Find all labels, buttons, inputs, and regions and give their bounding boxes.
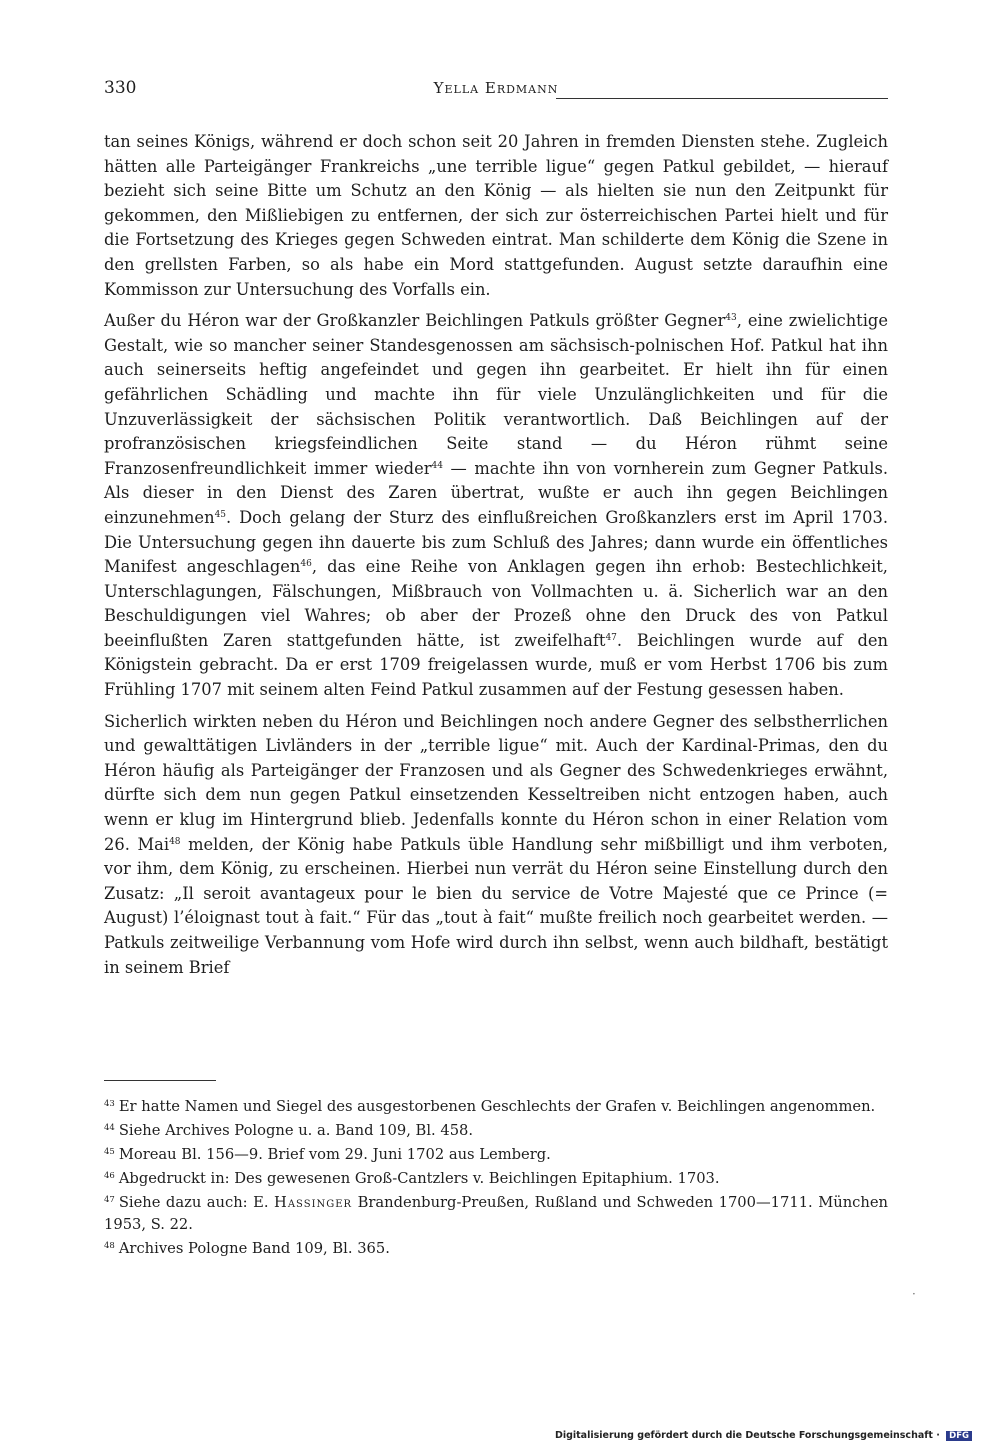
- page-number: 330: [104, 78, 137, 98]
- footnote: [104, 1096, 888, 1118]
- text-run: Brandenburg-Preußen, Rußland und Schweden 1700—1711. München 1953, S. 22.: [104, 1194, 889, 1233]
- paragraph: [104, 710, 888, 981]
- credit-text: Digitalisierung gefördert durch die Deutsche Forschungsgemeinschaft: [554, 1430, 933, 1441]
- footnote-number: 48: [104, 1240, 115, 1251]
- footnote-rule: [104, 1080, 216, 1081]
- footnote-ref: 48: [169, 836, 181, 847]
- dfg-logo: DFG: [946, 1431, 972, 1441]
- footnote: [104, 1192, 888, 1235]
- footnote-number: 44: [104, 1123, 115, 1133]
- text-run: , das eine Reihe von Anklagen gegen ihn erhob: Bestechlichkeit, Unterschlagungen, Fälschungen, Mißbrauch von Vollmachten u. ä. Sicherlich war an den Beschuldigungen viel Wahres; ob aber der Prozeß ohne den Druck des von Patkul beeinflußten Zaren stattgefunden hätte, ist zweifelhaft: [104, 557, 888, 650]
- paragraph: [104, 130, 888, 302]
- footnote: [104, 1168, 888, 1190]
- text-run: . Beichlingen wurde auf den Königstein gebracht. Da er erst 1709 freigelassen wurde, muß er vom Herbst 1706 bis zum Frühling 1707 mit seinem alten Feind Patkul zusammen auf der Festung gesessen haben.: [104, 630, 888, 700]
- footnote-number: 47: [104, 1195, 115, 1205]
- text-run: Sicherlich wirkten neben du Héron und Beichlingen noch andere Gegner des selbstherrlichen und gewalttätigen Livländers in der „terrible ligue“ mit. Auch der Kardinal-Primas, den du Héron häufig als Parteigänger der Franzosen und als Gegner des Schwedenkrieges erwähnt, dürfte sich dem nun gegen Patkul einsetzenden Kesseltreiben nicht entzogen haben, auch wenn er klug im Hintergrund blieb. Jedenfalls konnte du Héron schon in einer Relation vom 26. Mai: [104, 711, 888, 854]
- text-run: tan seines Königs, während er doch schon seit 20 Jahren in fremden Diensten stehe. Zugleich hätten alle Parteigänger Frankreichs „une terrible ligue“ gegen Patkul gebildet, — hierauf bezieht sich seine Bitte um Schutz an den König — als hielten sie nun den Zeitpunkt für gekommen, den Mißliebigen zu entfernen, der sich zur österreichischen Partei hielt und für die Fortsetzung des Krieges gegen Schweden eintrat. Man schilderte dem König die Szene in den grellsten Farben, so als habe ein Mord stattgefunden. August setzte daraufhin eine Kommisson zur Untersuchung des Vorfalls ein.: [104, 132, 888, 299]
- digitization-credit: Digitalisierung gefördert durch die Deutsche Forschungsgemeinschaft · DFG: [555, 1430, 972, 1441]
- text-run: melden, der König habe Patkuls üble Handlung sehr mißbilligt und ihm verboten, vor ihm, dem König, zu erscheinen. Hierbei nun verrät du Héron seine Einstellung durch den Zusatz: „Il seroit avantageux pour le bien du service de Votre Majesté que ce Prince (= August) l’éloignast tout à fait.“ Für das „tout à fait“ mußte freilich noch gearbeitet werden. — Patkuls zeitweilige Verbannung vom Hofe wird durch ihn selbst, wenn auch bildhaft, bestätigt in seinem Brief: [104, 834, 888, 977]
- footnote: [104, 1144, 888, 1166]
- footnote-ref: 46: [300, 559, 312, 570]
- footnote-number: 43: [104, 1099, 115, 1109]
- text-run: Siehe Archives Pologne u. a. Band 109, Bl. 458.: [118, 1122, 474, 1139]
- body-text: [104, 130, 888, 987]
- text-run: Siehe dazu auch: E.: [118, 1194, 275, 1211]
- header-rule: [556, 98, 888, 99]
- paragraph: [104, 309, 888, 703]
- text-run: Abgedruckt in: Des gewesenen Groß-Cantzlers v. Beichlingen Epitaphium. 1703.: [118, 1170, 720, 1187]
- footnote-number: 46: [104, 1171, 115, 1181]
- text-run: Archives Pologne Band 109, Bl. 365.: [118, 1239, 390, 1257]
- footnote-number: 45: [104, 1147, 115, 1157]
- footnote: [104, 1120, 888, 1142]
- running-head: Yella Erdmann: [433, 79, 559, 97]
- author-name: Hassinger: [274, 1194, 353, 1211]
- scan-speck: ·: [912, 1287, 916, 1301]
- footnote-ref: 45: [214, 509, 227, 520]
- footnote-ref: 44: [431, 460, 443, 471]
- page-header: [104, 78, 888, 102]
- text-run: , eine zwielichtige Gestalt, wie so mancher seiner Standesgenossen am sächsisch-polnischen Hof. Patkul hat ihn auch seinerseits heftig angefeindet und gegen ihn gearbeitet. Er hielt ihn für einen gefährlichen Schädling und machte ihn für viele Unzulänglichkeiten und für die Unzuverlässigkeit der sächsischen Politik verantwortlich. Daß Beichlingen auf der profranzösischen kriegsfeindlichen Seite stand — du Héron rühmt seine Franzosenfreundlichkeit immer wieder: [104, 311, 888, 478]
- footnote-ref: 43: [725, 313, 737, 324]
- footnote: [104, 1238, 888, 1260]
- footnote-ref: 47: [605, 632, 617, 643]
- text-run: Er hatte Namen und Siegel des ausgestorbenen Geschlechts der Grafen v. Beichlingen angenommen.: [118, 1098, 876, 1115]
- footnotes: [104, 1096, 888, 1262]
- text-run: Außer du Héron war der Großkanzler Beichlingen Patkuls größter Gegner: [104, 311, 726, 331]
- text-run: . Doch gelang der Sturz des einflußreichen Großkanzlers erst im April 1703. Die Untersuchung gegen ihn dauerte bis zum Schluß des Jahres; dann wurde ein öffentliches Manifest angeschlagen: [104, 507, 888, 577]
- text-run: Moreau Bl. 156—9. Brief vom 29. Juni 1702 aus Lemberg.: [118, 1146, 551, 1163]
- text-run: — machte ihn von vornherein zum Gegner Patkuls. Als dieser in den Dienst des Zaren übertrat, wußte er auch ihn gegen Beichlingen einzunehmen: [104, 458, 888, 527]
